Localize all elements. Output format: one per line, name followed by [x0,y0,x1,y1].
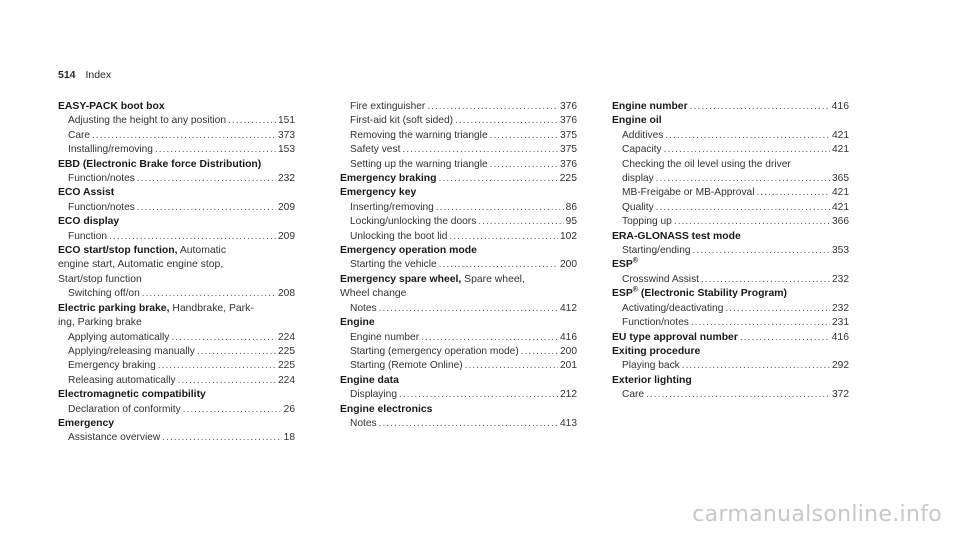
sub-entry-label: Function/notes [68,201,135,213]
index-entry [340,403,577,432]
sub-entry-label: Capacity [622,144,662,156]
page-reference: 353 [832,245,849,257]
index-heading: ERA-GLONASS test mode [612,230,741,242]
sub-entry [612,273,849,287]
page-reference: 421 [832,144,849,156]
page-reference: 416 [831,331,849,343]
dot-leader [171,331,276,345]
cross-reference-continued: Wheel change [340,288,407,300]
dot-leader [197,345,276,359]
sub-entry [58,114,295,128]
page-reference: 212 [560,389,577,401]
sub-entry-label: Starting (emergency operation mode) [350,345,519,357]
dot-leader [490,129,558,143]
page-reference: 95 [565,216,577,228]
sub-entry-label: Checking the oil level using the driver [622,158,791,170]
sub-entry [340,100,577,114]
sub-entry [58,331,295,345]
page-reference: 232 [832,273,849,285]
dot-leader [449,230,558,244]
sub-entry-label: Activating/deactivating [622,302,724,314]
sub-entry-label: Switching off/on [68,288,140,300]
sub-entry-label: Applying automatically [68,331,170,343]
index-heading: ECO Assist [58,187,115,199]
index-entry-heading-line [612,258,849,272]
dot-leader [436,201,564,215]
sub-entry [612,201,849,215]
sub-entry-label: Applying/releasing manually [68,345,195,357]
sub-entry [612,186,849,200]
sub-entry-label: Emergency braking [68,360,156,372]
index-heading: Emergency spare wheel, [340,273,462,285]
dot-leader [439,258,558,272]
sub-entry-label: Function [68,230,108,242]
index-entry-heading-line [612,287,849,301]
sub-entry-label: First-aid kit (soft sided) [350,115,454,127]
dot-leader [379,302,558,316]
dot-leader [427,100,558,114]
index-heading: Exiting procedure [612,345,701,357]
index-entry-heading-line [340,273,577,287]
page-reference: 416 [560,331,577,343]
index-entry [58,186,295,215]
page-reference: 376 [560,101,577,112]
sub-entry [58,201,295,215]
sub-entry [340,302,577,316]
sub-entry-label: Function/notes [68,173,135,185]
index-heading: EBD (Electronic Brake force Distribution) [58,158,262,170]
sub-entry [340,388,577,402]
dot-leader [664,143,830,157]
dot-leader [109,230,276,244]
index-entry [58,215,295,244]
sub-entry-label-continued: display [622,173,654,185]
index-entry-heading-line [58,186,295,200]
index-entry-heading-line [340,186,577,200]
index-entry [612,345,849,374]
dot-leader [701,273,830,287]
dot-leader [455,114,558,128]
page-reference: 421 [832,201,849,213]
page-reference: 421 [832,129,849,141]
page-reference: 225 [559,173,577,185]
page-reference: 209 [278,201,295,213]
dot-leader [421,331,558,345]
index-entry [612,331,849,345]
index-entry-heading-row [340,172,577,186]
sub-entry [612,244,849,258]
index-entry-heading-line [612,230,849,244]
dot-leader [690,100,830,114]
index-entry-heading-line [612,114,849,128]
page-reference: 225 [278,345,295,357]
sub-entry-label: Care [68,129,91,141]
sub-entry-label: Care [622,389,645,401]
sub-entry-label: Starting the vehicle [350,259,437,271]
index-entry [612,230,849,259]
sub-entry [58,403,295,417]
index-entry-heading-line [58,100,295,114]
index-entry-heading-line [612,345,849,359]
sub-entry [340,143,577,157]
index-entry [612,258,849,287]
index-heading: Emergency key [340,187,417,199]
dot-leader [465,359,558,373]
index-column-2 [340,100,577,431]
page-reference: 151 [278,115,295,127]
dot-leader [137,201,276,215]
dot-leader [665,129,830,143]
index-heading: ECO start/stop function, [58,245,178,257]
sub-entry [340,230,577,244]
page-reference: 375 [560,144,577,156]
page-reference: 292 [832,360,849,372]
dot-leader [379,417,558,431]
sub-entry-label: Quality [622,201,654,213]
page-reference: 232 [832,302,849,314]
sub-entry [58,359,295,373]
page-reference: 373 [278,129,295,141]
sub-entry-label: Function/notes [622,317,689,329]
page-reference: 200 [560,345,577,357]
dot-leader [155,143,276,157]
sub-entry [340,129,577,143]
index-heading: ECO display [58,216,120,228]
dot-leader [399,388,558,402]
index-heading: Emergency braking [340,173,437,185]
page-reference: 18 [283,432,295,444]
index-entry [612,114,849,229]
sub-entry [58,143,295,157]
page-reference: 26 [283,403,295,415]
dot-leader [438,172,557,186]
sub-entry [612,302,849,316]
index-entry-heading-line [612,374,849,388]
sub-entry-label: Assistance overview [68,432,161,444]
dot-leader [478,215,563,229]
sub-entry [340,158,577,172]
index-entry [340,172,577,186]
index-entry [58,244,295,302]
sub-entry-label: Starting (Remote Online) [350,360,463,372]
sub-entry-label: Inserting/removing [350,201,434,213]
sub-entry-label: Displaying [350,389,397,401]
sub-entry-label: Topping up [622,216,672,228]
sub-entry [340,201,577,215]
index-heading: Emergency [58,417,115,429]
sub-entry [340,215,577,229]
sub-entry [58,172,295,186]
sub-entry [340,114,577,128]
dot-leader [183,403,282,417]
dot-leader [682,359,830,373]
index-entry [340,244,577,273]
sub-entry-label: Setting up the warning triangle [350,158,488,170]
sub-entry-label: Engine number [350,331,420,343]
cross-reference: Handbrake, Park- [169,302,254,314]
index-entry-heading-line [58,244,295,258]
dot-leader [490,158,558,172]
index-entry [612,100,849,114]
cross-reference: Automatic [177,245,227,257]
index-heading-tail: (Electronic Stability Program) [637,288,787,300]
index-entry [340,100,577,172]
sub-entry [612,359,849,373]
sub-entry [58,287,295,301]
page-reference: 102 [560,230,577,242]
index-heading: EASY-PACK boot box [58,101,165,112]
index-entry-heading-line [58,417,295,431]
dot-leader [691,316,830,330]
sub-entry [58,431,295,445]
dot-leader [656,172,830,186]
page-reference: 365 [832,173,849,185]
sub-entry-label: Safety vest [350,144,401,156]
sub-entry-label: Locking/unlocking the doors [350,216,477,228]
index-entry [340,374,577,403]
dot-leader [521,345,558,359]
sub-entry [612,215,849,229]
index-entry [340,316,577,374]
sub-entry-label: Releasing automatically [68,374,176,386]
index-entry-heading-line [340,316,577,330]
sub-entry-label: Adjusting the height to any position [68,115,227,127]
sub-entry [58,374,295,388]
page-reference: 232 [278,173,295,185]
dot-leader [656,201,830,215]
page-reference: 421 [832,187,849,199]
index-entry [58,388,295,417]
sub-entry-label: Installing/removing [68,144,153,156]
sub-entry-label: Starting/ending [622,245,691,257]
index-entry-heading-line [58,215,295,229]
index-heading: Electromagnetic compatibility [58,389,206,401]
index-heading: Engine oil [612,115,662,127]
sub-entry-label: Notes [350,417,377,429]
page-reference: 366 [832,216,849,228]
index-entry [58,100,295,158]
index-entry [58,302,295,388]
index-column-3 [612,100,849,403]
sub-entry [612,388,849,402]
index-column-1 [58,100,295,446]
dot-leader [162,431,281,445]
index-entry [612,374,849,403]
index-heading: Exterior lighting [612,374,692,386]
index-heading: Engine electronics [340,403,433,415]
index-heading: Engine [340,317,375,329]
page-reference: 209 [278,230,295,242]
dot-leader [674,215,830,229]
dot-leader [158,359,276,373]
page-reference: 376 [560,158,577,170]
page-reference: 208 [278,288,295,300]
page-reference: 153 [278,144,295,156]
page-number: 514 [58,69,76,81]
sub-entry-label: Removing the warning triangle [350,129,488,141]
index-entry-heading-line [340,244,577,258]
index-entry-heading-row [612,331,849,345]
cross-reference-continued: ing, Parking brake [58,317,142,329]
page-reference: 200 [560,259,577,271]
registered-mark: ® [632,258,638,265]
index-entry-heading-line [340,403,577,417]
page-reference: 86 [565,201,577,213]
index-entry-heading-line [58,302,295,316]
index-entry [58,158,295,187]
sub-entry [58,230,295,244]
index-heading: Emergency operation mode [340,245,477,257]
index-entry-heading-line [340,374,577,388]
index-heading: EU type approval number [612,331,738,343]
dot-leader [92,129,276,143]
cross-reference-continued: Start/stop function [58,273,142,285]
index-entry [612,287,849,330]
sub-entry-label: Additives [622,129,664,141]
index-entry-heading-line [58,158,295,172]
dot-leader [756,186,830,200]
page-reference: 225 [278,360,295,372]
sub-entry-label: Notes [350,302,377,314]
index-entry [58,417,295,446]
index-heading: ESP [612,259,633,271]
dot-leader [725,302,830,316]
page-reference: 413 [560,417,577,429]
index-entry [340,273,577,316]
sub-entry [340,417,577,431]
dot-leader [228,114,276,128]
index-entry-heading-line [58,388,295,402]
page-reference: 224 [278,331,295,343]
index-heading: Engine number [612,101,688,112]
index-entry-heading-row [612,100,849,114]
page-reference: 412 [560,302,577,314]
sub-entry-label: Fire extinguisher [350,101,426,112]
page-header [58,69,111,81]
dot-leader [740,331,830,345]
index-heading: Engine data [340,374,399,386]
page-reference: 231 [832,317,849,329]
sub-entry [340,258,577,272]
page-reference: 416 [831,101,849,112]
dot-leader [137,172,276,186]
page-reference: 376 [560,115,577,127]
page-reference: 224 [278,374,295,386]
page-reference: 201 [560,360,577,372]
sub-entry-label: Declaration of conformity [68,403,181,415]
sub-entry [58,345,295,359]
watermark: carmanualsonline.info [692,502,942,527]
sub-entry [612,172,849,186]
sub-entry [340,345,577,359]
sub-entry-label: Playing back [622,360,680,372]
sub-entry [340,359,577,373]
sub-entry-label: Unlocking the boot lid [350,230,448,242]
section-title: Index [85,69,112,81]
sub-entry [612,129,849,143]
page-reference: 372 [832,389,849,401]
sub-entry-label: MB-Freigabe or MB-Approval [622,187,755,199]
sub-entry [612,316,849,330]
dot-leader [402,143,558,157]
dot-leader [693,244,830,258]
index-heading: ESP [612,288,633,300]
registered-mark: ® [632,286,638,294]
dot-leader [646,388,830,402]
cross-reference-continued: engine start, Automatic engine stop, [58,259,224,271]
index-heading: Electric parking brake, [58,302,170,314]
sub-entry [58,129,295,143]
dot-leader [142,287,276,301]
page-reference: 375 [560,129,577,141]
sub-entry-label: Crosswind Assist [622,273,699,285]
sub-entry [612,143,849,157]
index-entry [340,186,577,244]
sub-entry [340,331,577,345]
dot-leader [178,374,276,388]
cross-reference: Spare wheel, [461,273,525,285]
